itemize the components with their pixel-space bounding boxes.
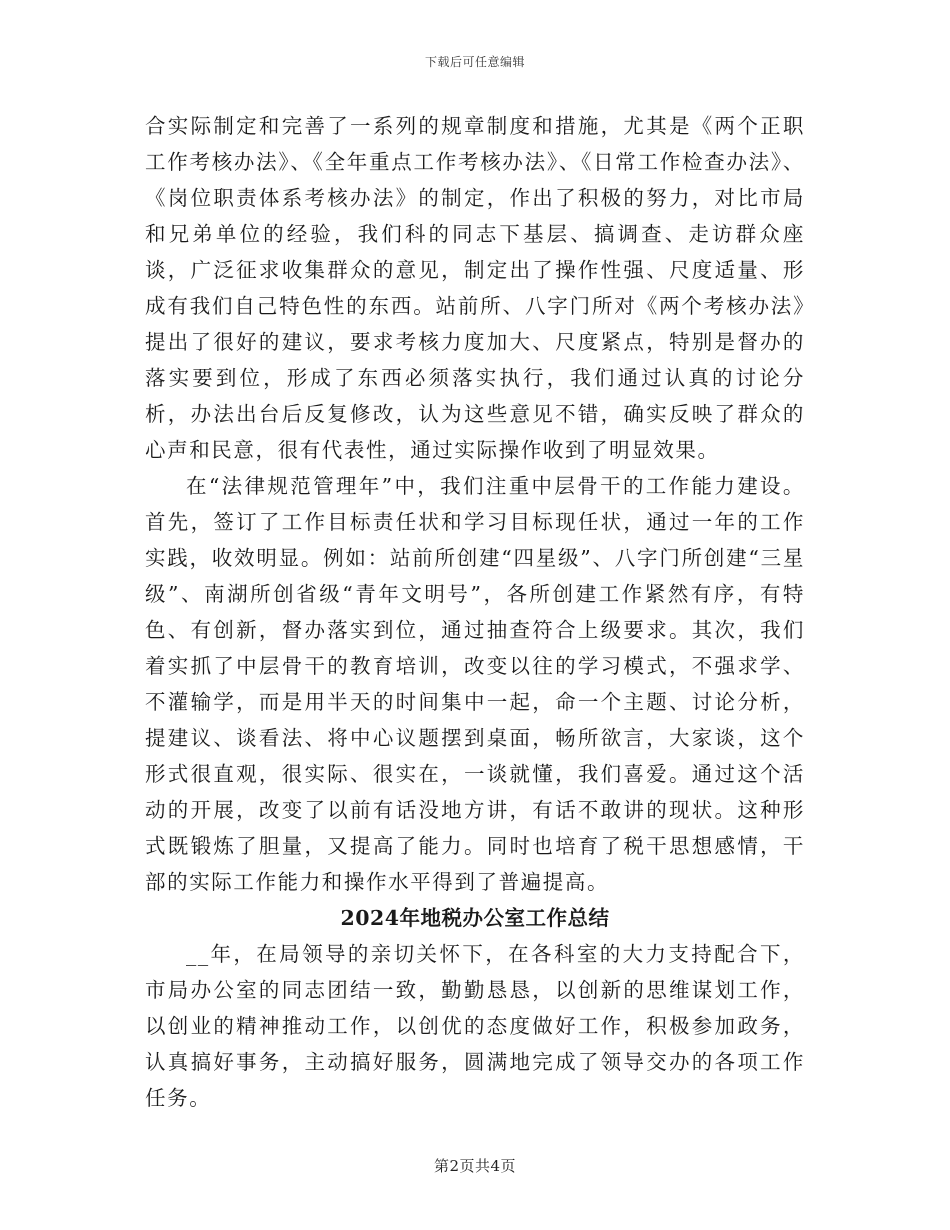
- page-header: 下载后可任意编辑: [424, 55, 525, 69]
- page-number-footer: 第2页共4页: [433, 1157, 517, 1175]
- section-title: 2024年地税办公室工作总结: [340, 906, 610, 930]
- paragraph-summary-intro: __年，在局领导的亲切关怀下，在各科室的大力支持配合下，市局办公室的同志团结一致，勤勤恳恳，以创新的思维谋划工作，以创业的精神推动工作，以创优的态度做好工作，积极参加政务，认真搞好事务，主动搞好服务，圆满地完成了领导交办的各项工作任务。: [145, 942, 805, 1110]
- paragraph-continued: 合实际制定和完善了一系列的规章制度和措施，尤其是《两个正职工作考核办法》、《全年重点工作考核办法》、《日常工作检查办法》、《岗位职责体系考核办法》的制定，作出了积极的努力，对比市局和兄弟单位的经验，我们科的同志下基层、搞调查、走访群众座谈，广泛征求收集群众的意见，制定出了操作性强、尺度适量、形成有我们自己特色性的东西。站前所、八字门所对《两个考核办法》提出了很好的建议，要求考核力度加大、尺度紧点，特别是督办的落实要到位，形成了东西必须落实执行，我们通过认真的讨论分析，办法出台后反复修改，认为这些意见不错，确实反映了群众的心声和民意，很有代表性，通过实际操作收到了明显效果。: [145, 114, 805, 462]
- document-body: [145, 108, 805, 1116]
- paragraph-management-year: 在“法律规范管理年”中，我们注重中层骨干的工作能力建设。首先，签订了工作目标责任状和学习目标现任状，通过一年的工作实践，收效明显。例如：站前所创建“四星级”、八字门所创建“三星级”、南湖所创省级“青年文明号”，各所创建工作紧然有序，有特色、有创新，督办落实到位，通过抽查符合上级要求。其次，我们着实抓了中层骨干的教育培训，改变以往的学习模式，不强求学、不灌输学，而是用半天的时间集中一起，命一个主题、讨论分析，提建议、谈看法、将中心议题摆到桌面，畅所欲言，大家谈，这个形式很直观，很实际、很实在，一谈就懂，我们喜爱。通过这个活动的开展，改变了以前有话没地方讲，有话不敢讲的现状。这种形式既锻炼了胆量，又提高了能力。同时也培育了税干思想感情，干部的实际工作能力和操作水平得到了普遍提高。: [145, 474, 805, 894]
